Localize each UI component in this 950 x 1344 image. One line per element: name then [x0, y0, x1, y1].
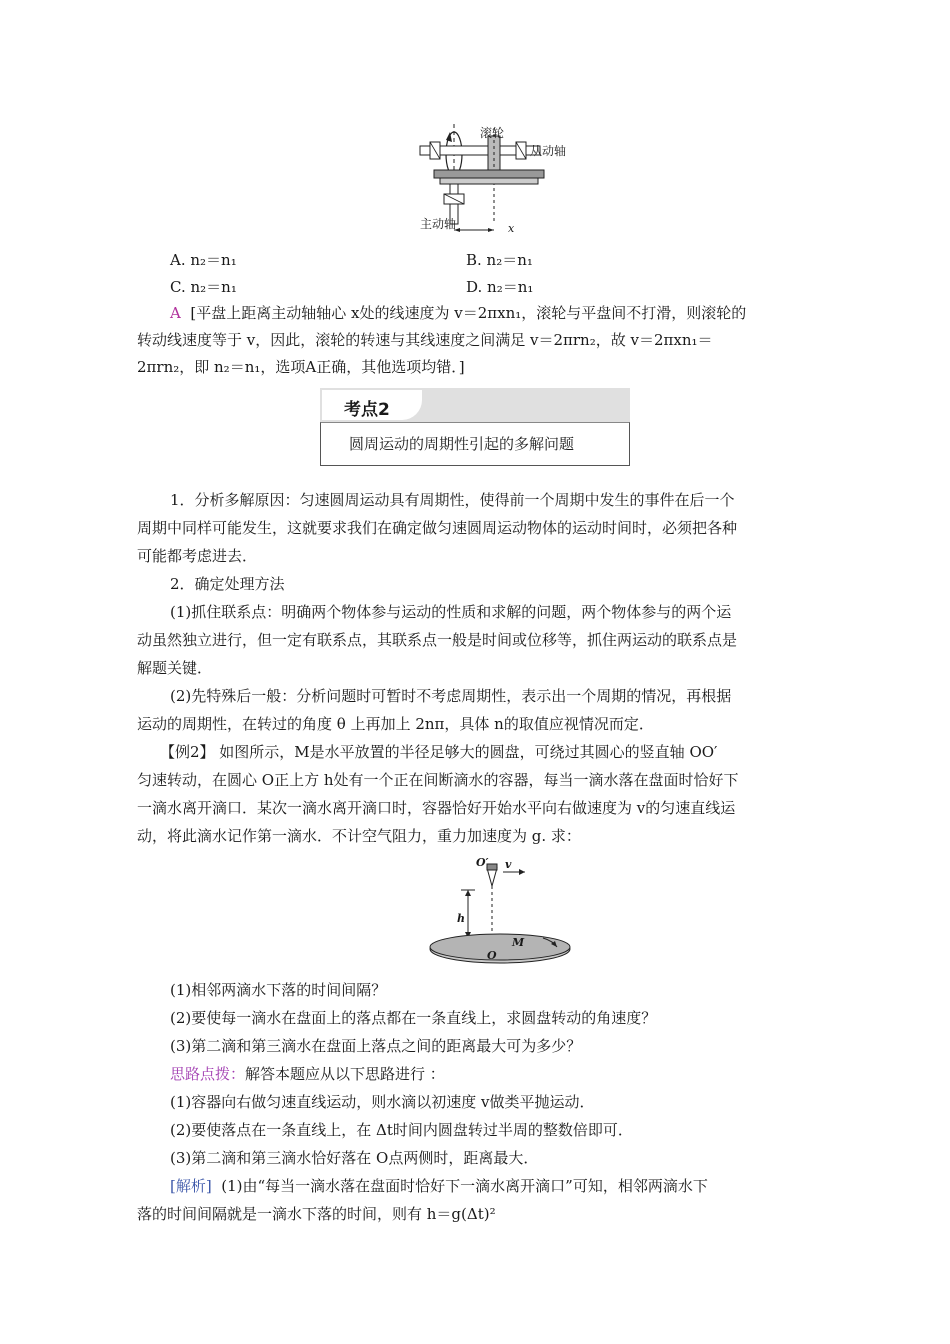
para-1-line-1: 1．分析多解原因：匀速圆周运动具有周期性，使得前一个周期中发生的事件在后一个 [170, 491, 735, 509]
analysis-line-2: 落的时间间隔就是一滴水下落的时间，则有 h＝g(Δt)² [137, 1205, 496, 1223]
section-badge [320, 388, 630, 466]
dripping-disk-figure [425, 852, 575, 970]
option-c: C. n₂＝n₁ [170, 278, 237, 296]
para-4-line-1: (2)先特殊后一般：分析问题时可暂时不考虑周期性，表示出一个周期的情况，再根据 [170, 687, 732, 705]
answer-text-1: [平盘上距离主动轴轴心 x处的线速度为 v＝2πxn₁，滚轮与平盘间不打滑，则滚轮的 [190, 304, 747, 322]
question-1: (1)相邻两滴水下落的时间间隔？ [170, 981, 387, 999]
label-driven-shaft: 从动轴 [530, 144, 567, 158]
para-3-line-2: 动虽然独立进行，但一定有联系点，其联系点一般是时间或位移等，抓住两运动的联系点是 [137, 631, 738, 649]
answer-letter: A [170, 304, 181, 322]
para-4-line-2: 运动的周期性，在转过的角度 θ 上再加上 2nπ，具体 n的取值应视情况而定． [137, 715, 654, 733]
badge-title-box [320, 422, 630, 466]
label-o-prime: O′ [476, 856, 489, 869]
answer-line-2: 转动线速度等于 v，因此，滚轮的转速与其线速度之间满足 v＝2πrn₂，故 v＝2πxn₁＝ [137, 331, 713, 349]
hint-text: 解答本题应从以下思路进行 ： [245, 1065, 445, 1083]
option-d: D. n₂＝n₁ [466, 278, 534, 296]
label-v: v [505, 858, 512, 871]
para-3-line-3: 解题关键． [137, 659, 213, 677]
analysis-text-1: (1)由“每当一滴水落在盘面时恰好下一滴水离开滴口”可知，相邻两滴水下 [221, 1177, 708, 1195]
badge-label: 考点2 [344, 400, 390, 420]
para-3-line-1: (1)抓住联系点：明确两个物体参与运动的性质和求解的问题，两个物体参与的两个运 [170, 603, 732, 621]
label-m: M [512, 936, 525, 949]
example-line-1: 【例2】 如图所示，M是水平放置的半径足够大的圆盘，可绕过其圆心的竖直轴 OO′ [160, 743, 718, 761]
label-roller: 滚轮 [480, 126, 505, 140]
option-a: A. n₂＝n₁ [170, 251, 237, 269]
example-line-2: 匀速转动，在圆心 O正上方 h处有一个正在间断滴水的容器，每当一滴水落在盘面时恰好下 [137, 771, 739, 789]
label-x: x [508, 222, 515, 235]
badge-title: 圆周运动的周期性引起的多解问题 [349, 435, 575, 453]
answer-line-1 [170, 303, 746, 323]
answer-line-3: 2πrn₂，即 n₂＝n₁，选项A正确，其他选项均错．] [137, 358, 465, 376]
question-3: (3)第二滴和第三滴水在盘面上落点之间的距离最大可为多少？ [170, 1037, 582, 1055]
hint-2: (2)要使落点在一条直线上，在 Δt时间内圆盘转过半周的整数倍即可． [170, 1121, 633, 1139]
para-2: 2．确定处理方法 [170, 575, 285, 593]
label-h: h [457, 912, 465, 925]
hint-label: 思路点拨： [170, 1065, 246, 1083]
example-line-3: 一滴水离开滴口．某次一滴水离开滴口时，容器恰好开始水平向右做速度为 v的匀速直线运 [137, 799, 736, 817]
label-driving-shaft: 主动轴 [420, 217, 457, 231]
example-line-4: 动，将此滴水记作第一滴水．不计空气阻力，重力加速度为 g. 求： [137, 827, 581, 845]
hint-1: (1)容器向右做匀速直线运动，则水滴以初速度 v做类平抛运动． [170, 1093, 595, 1111]
label-o: O [487, 949, 497, 962]
para-1-line-3: 可能都考虑进去． [137, 547, 258, 565]
hint-heading [170, 1064, 445, 1084]
analysis-label: [解析] [170, 1177, 212, 1195]
analysis-line-1 [170, 1176, 708, 1196]
question-2: (2)要使每一滴水在盘面上的落点都在一条直线上，求圆盘转动的角速度？ [170, 1009, 657, 1027]
option-b: B. n₂＝n₁ [466, 251, 533, 269]
badge-tab [322, 390, 422, 420]
para-1-line-2: 周期中同样可能发生，这就要求我们在确定做匀速圆周运动物体的运动时间时，必须把各种 [137, 519, 738, 537]
hint-3: (3)第二滴和第三滴水恰好落在 O点两侧时，距离最大． [170, 1149, 539, 1167]
